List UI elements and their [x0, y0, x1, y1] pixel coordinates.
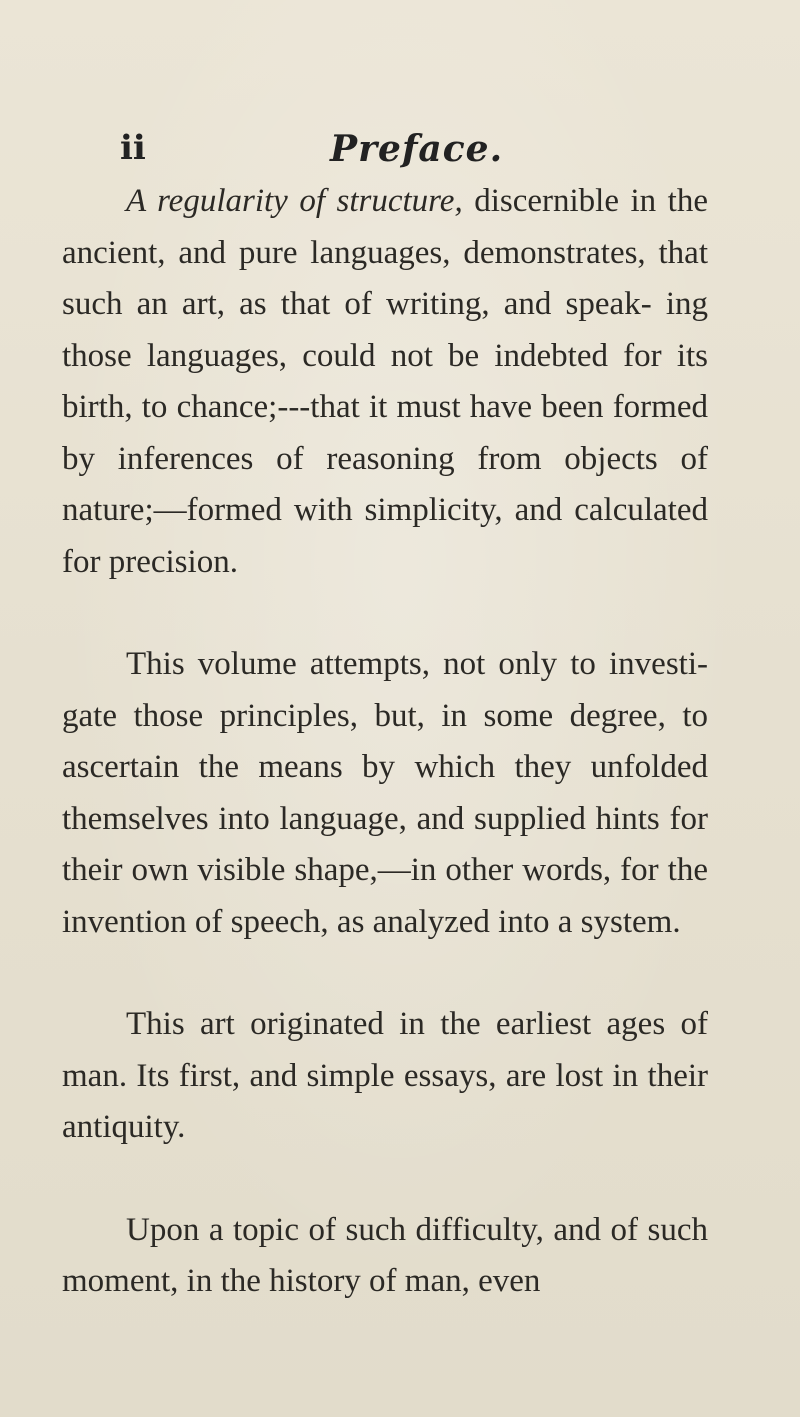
- paragraph-2: This volume attempts, not only to investi- gate those principles, but, in some degree, to ascertain the means by which they unfolded themselves into language, and supplied hints for their own visible shape,—in other words, for the invention of speech, as analyzed into a system.: [62, 646, 708, 940]
- paragraph-1-text: discernible in the ancient, and pure languages, demonstrates, that such an art, as that of writing, and speak- ing those languages, could not be indebted for its birth, to chance;---that it must have been formed by inferences of reasoning from objects of nature;—formed with simplicity, and calculated for precision.: [62, 183, 708, 580]
- paragraph-1: [62, 176, 708, 588]
- paragraph-4: Upon a topic of such difficulty, and of such moment, in the history of man, even: [62, 1211, 708, 1299]
- paragraph-3: This art originated in the earliest ages of man. Its first, and simple essays, are lost in their antiquity.: [62, 1006, 708, 1145]
- running-head: Preface.: [330, 128, 504, 170]
- page-number: ii: [120, 128, 146, 168]
- page-body: [62, 176, 708, 1308]
- paragraph-1-italic-lead: A regularity of structure,: [126, 183, 463, 219]
